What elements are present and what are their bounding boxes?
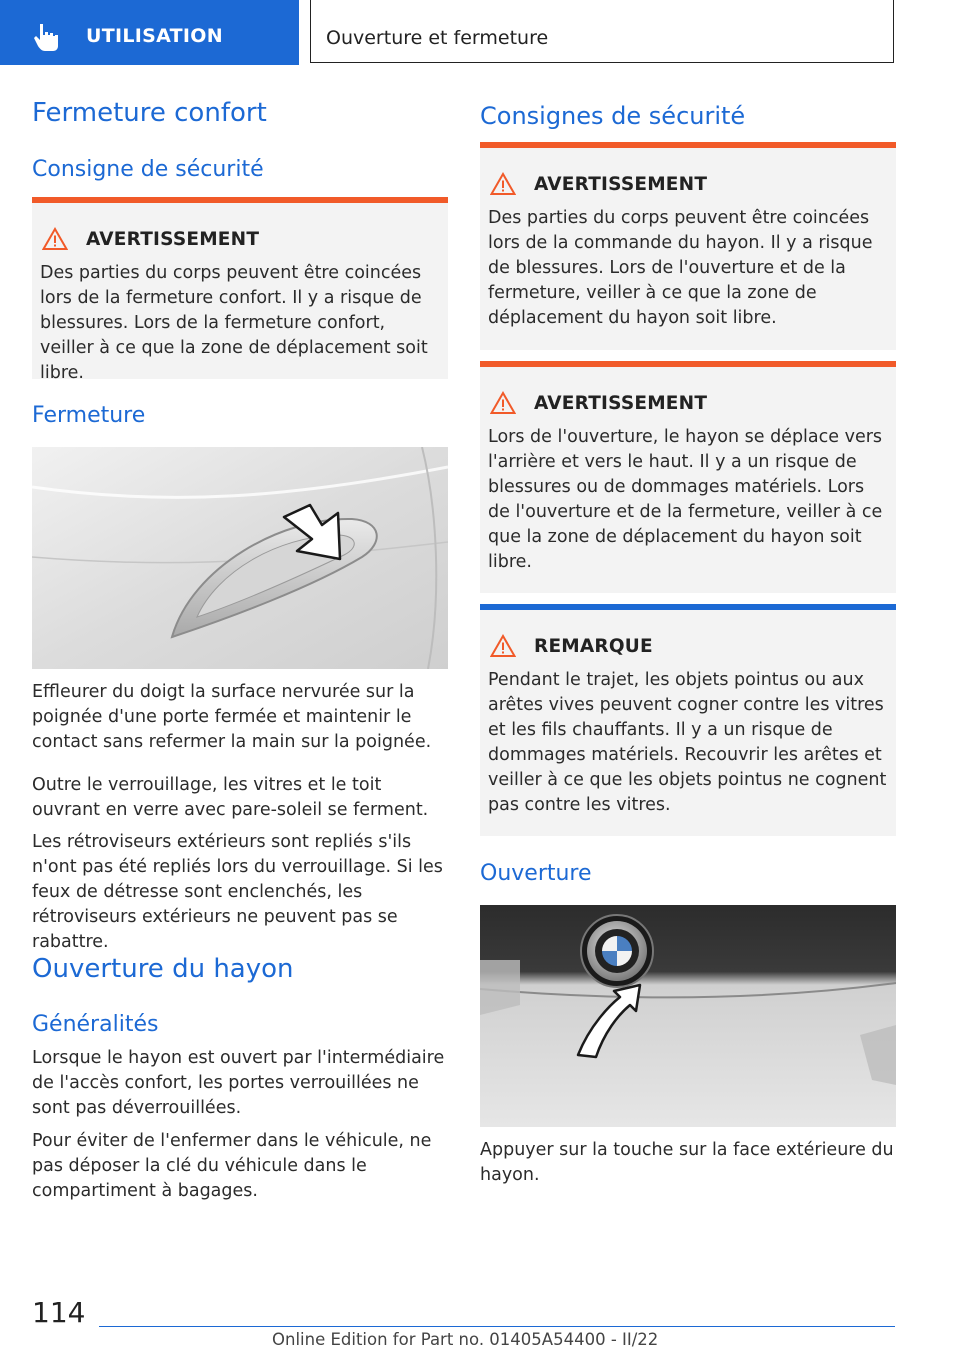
warning-title: AVERTISSEMENT [86, 228, 260, 250]
closing-paragraph-1: Effleurer du doigt la surface nervurée sur la poignée d'une porte fermée et maintenir le contact sans refermer la main sur la poignée. [32, 682, 432, 752]
opening-paragraph: Appuyer sur la touche sur la face extérieure du hayon. [480, 1140, 894, 1185]
note-header [490, 634, 653, 658]
footer-divider [99, 1326, 895, 1327]
page-number: 114 [32, 1296, 86, 1329]
warning-header [42, 227, 259, 251]
warning-text: Des parties du corps peuvent être coincées lors de la commande du hayon. Il y a risque de blessures. Lors de l'ouverture et de la fermeture, veiller à ce que la zone de déplacement du hayon soit libre. [488, 208, 873, 328]
subheading-general: Généralités [32, 1012, 159, 1037]
note-text: Pendant le trajet, les objets pointus ou aux arêtes vives peuvent cogner contre les vitres et les fils chauffants. Il y a un risque de dommages matériels. Recouvrir les arêtes et veiller à ce que les objets pointus ne cognent pas contre les vitres. [488, 670, 887, 815]
hand-pointer-icon [32, 22, 62, 52]
warning-box-tailgate-2 [480, 361, 896, 593]
chapter-tab [310, 0, 894, 63]
section-tab [0, 0, 299, 65]
general-paragraph-1: Lorsque le hayon est ouvert par l'intermédiaire de l'accès confort, les portes verrouillées ne sont pas déverrouillées. [32, 1048, 445, 1118]
closing-paragraph-3: Les rétroviseurs extérieurs sont repliés s'ils n'ont pas été repliés lors du verrouillage. Si les feux de détresse sont enclenchés, les rétroviseurs extérieurs ne peuvent pas se rabattre. [32, 832, 443, 952]
door-handle-photo [32, 447, 448, 669]
subheading-opening: Ouverture [480, 861, 592, 886]
warning-title: AVERTISSEMENT [534, 392, 708, 414]
warning-header [490, 172, 707, 196]
heading-tailgate-opening: Ouverture du hayon [32, 954, 294, 984]
closing-paragraph-2: Outre le verrouillage, les vitres et le toit ouvrant en verre avec pare-soleil se ferment. [32, 775, 429, 820]
note-title: REMARQUE [534, 635, 653, 657]
section-title: UTILISATION [86, 25, 223, 47]
chapter-title: Ouverture et fermeture [326, 27, 549, 49]
subheading-closing: Fermeture [32, 403, 146, 428]
warning-box-comfort [32, 197, 448, 383]
heading-comfort-closing: Fermeture confort [32, 98, 267, 128]
general-paragraph-2: Pour éviter de l'enfermer dans le véhicule, ne pas déposer la clé du véhicule dans le compartiment à bagages. [32, 1131, 432, 1201]
warning-triangle-icon [490, 172, 516, 196]
warning-triangle-icon [490, 391, 516, 415]
warning-text: Lors de l'ouverture, le hayon se déplace vers l'arrière et vers le haut. Il y a un risque de blessures ou de dommages matériels. Lors de l'ouverture et de la fermeture, veiller à ce que la zone de déplacement du hayon soit libre. [488, 427, 883, 572]
tailgate-button-photo [480, 905, 896, 1127]
footer-edition: Online Edition for Part no. 01405A54400 - II/22 [272, 1330, 659, 1349]
note-box [480, 604, 896, 836]
warning-header [490, 391, 707, 415]
warning-box-tailgate-1 [480, 142, 896, 350]
warning-text: Des parties du corps peuvent être coincées lors de la fermeture confort. Il y a risque de blessures. Lors de la fermeture confort, veiller à ce que la zone de déplacement soit libre. [40, 263, 428, 383]
subheading-safety: Consigne de sécurité [32, 157, 264, 182]
warning-title: AVERTISSEMENT [534, 173, 708, 195]
warning-triangle-icon [42, 227, 68, 251]
heading-safety-instructions: Consignes de sécurité [480, 102, 746, 130]
warning-triangle-icon [490, 634, 516, 658]
